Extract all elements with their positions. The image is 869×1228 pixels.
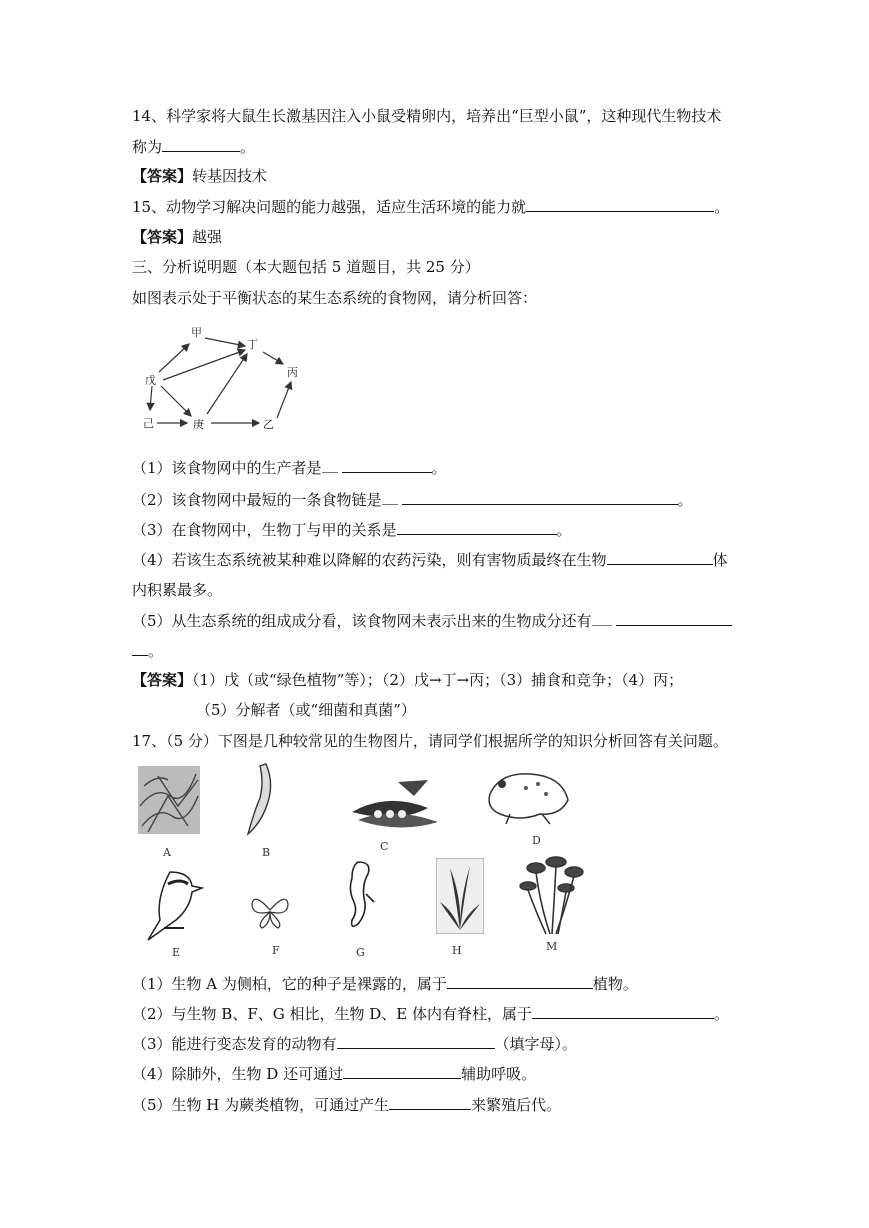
q17-s3-suffix: （填字母）。 bbox=[494, 1035, 578, 1053]
q16-s3-blank bbox=[397, 520, 557, 535]
organism-e-image bbox=[140, 868, 204, 944]
node-ji: 己 bbox=[143, 417, 154, 430]
q17-s1 bbox=[132, 974, 638, 994]
q16-s5-text: （5）从生态系统的组成成分看，该食物网未表示出来的生物成分还有 bbox=[132, 612, 592, 630]
q17-s3 bbox=[132, 1034, 577, 1054]
q16-s2-pre bbox=[382, 490, 398, 505]
q15-end: 。 bbox=[714, 198, 730, 216]
organism-b-image bbox=[242, 762, 282, 838]
label-d: D bbox=[532, 834, 541, 847]
q14-answer bbox=[132, 166, 267, 186]
q16-s3 bbox=[132, 520, 572, 540]
q16-s5-pre bbox=[592, 611, 612, 626]
q16-answer-line2: （5）分解者（或“细菌和真菌”） bbox=[196, 701, 416, 719]
q16-s5-end: 。 bbox=[148, 642, 164, 660]
q16-answer-line1 bbox=[132, 670, 683, 690]
q14-answer-text: 转基因技术 bbox=[192, 167, 268, 185]
q16-s5 bbox=[132, 611, 732, 631]
q14-prefix: 称为 bbox=[132, 138, 163, 156]
food-web-diagram bbox=[135, 322, 315, 438]
organism-m-image bbox=[516, 854, 590, 938]
arrow-yi-bing bbox=[277, 382, 291, 418]
answer-tag: 【答案】 bbox=[132, 671, 193, 689]
q16-s5-cont bbox=[132, 641, 163, 661]
label-g: G bbox=[356, 946, 365, 959]
q16-s5-blank-tail bbox=[132, 641, 148, 656]
q15-blank bbox=[526, 197, 714, 212]
organism-g-image bbox=[338, 858, 378, 934]
label-f: F bbox=[272, 944, 280, 957]
organism-a-image bbox=[138, 766, 200, 834]
q17-s3-blank bbox=[337, 1034, 495, 1049]
q15-answer-text: 越强 bbox=[192, 228, 223, 246]
label-c: C bbox=[380, 840, 389, 853]
q16-answer-text-1: （1）戊（或“绿色植物”等）；（2）戊→丁→丙；（3）捕食和竞争；（4）丙； bbox=[192, 671, 684, 689]
q16-s5-blank bbox=[616, 611, 732, 626]
label-m: M bbox=[546, 940, 558, 953]
answer-tag: 【答案】 bbox=[132, 228, 193, 246]
q16-s3-text: （3）在食物网中，生物丁与甲的关系是 bbox=[132, 521, 397, 539]
q16-s1 bbox=[132, 458, 447, 478]
q17-s1-text: （1）生物 A 为侧柏，它的种子是裸露的，属于 bbox=[132, 975, 447, 993]
organism-c-image bbox=[348, 772, 444, 836]
q15-answer bbox=[132, 227, 222, 247]
q16-s1-end: 。 bbox=[431, 459, 447, 477]
organism-d-image bbox=[480, 764, 574, 828]
organism-figure bbox=[130, 762, 590, 962]
q16-s4-blank bbox=[607, 550, 713, 565]
q17-s5-suffix: 来繁殖后代。 bbox=[471, 1096, 562, 1114]
label-a: A bbox=[163, 846, 171, 859]
q14-line1: 14、科学家将大鼠生长激基因注入小鼠受精卵内，培养出“巨型小鼠”，这种现代生物技术 bbox=[132, 107, 722, 125]
section3-intro: 如图表示处于平衡状态的某生态系统的食物网，请分析回答： bbox=[132, 289, 538, 307]
label-h: H bbox=[452, 944, 462, 957]
q17-s2 bbox=[132, 1004, 729, 1024]
q17-title: 17、（5 分）下图是几种较常见的生物图片，请同学们根据所学的知识分析回答有关问题。 bbox=[132, 732, 728, 750]
q16-s4-cont: 内积累最多。 bbox=[132, 581, 223, 599]
q16-s4-text: （4）若该生态系统被某种难以降解的农药污染，则有害物质最终在生物 bbox=[132, 551, 607, 569]
q16-s2-text: （2）该食物网中最短的一条食物链是 bbox=[132, 491, 382, 509]
q14-line2 bbox=[132, 137, 255, 157]
label-e: E bbox=[172, 946, 181, 959]
node-jia: 甲 bbox=[191, 326, 202, 339]
arrow-wu-ji bbox=[150, 386, 152, 410]
q16-s1-pre bbox=[322, 458, 338, 473]
q17-s1-blank bbox=[447, 974, 593, 989]
q15-text: 15、动物学习解决问题的能力越强，适应生活环境的能力就 bbox=[132, 198, 527, 216]
q16-s1-blank bbox=[342, 458, 432, 473]
q16-s2-end: 。 bbox=[677, 491, 693, 509]
q16-s4 bbox=[132, 550, 728, 570]
q14-end: 。 bbox=[240, 138, 256, 156]
q17-s4-blank bbox=[343, 1064, 461, 1079]
organism-h-image bbox=[436, 858, 484, 934]
arrow-jia-ding bbox=[205, 338, 245, 346]
q17-s4-suffix: 辅助呼吸。 bbox=[461, 1065, 537, 1083]
q16-s4-suffix: 体 bbox=[712, 551, 728, 569]
q16-s2-blank bbox=[402, 490, 678, 505]
q17-s5 bbox=[132, 1095, 561, 1115]
node-wu: 戊 bbox=[145, 374, 156, 387]
node-ding: 丁 bbox=[247, 338, 258, 351]
node-bing: 丙 bbox=[287, 366, 298, 379]
q17-s4-text: （4）除肺外，生物 D 还可通过 bbox=[132, 1065, 344, 1083]
q17-s2-suffix: 。 bbox=[714, 1005, 730, 1023]
q14-blank bbox=[162, 137, 240, 152]
answer-tag: 【答案】 bbox=[132, 167, 193, 185]
arrow-wu-geng bbox=[161, 386, 191, 416]
node-yi: 乙 bbox=[263, 418, 274, 431]
q17-s5-blank bbox=[389, 1095, 471, 1110]
q17-s2-blank bbox=[532, 1004, 714, 1019]
q16-s2 bbox=[132, 490, 693, 510]
section3-title: 三、分析说明题（本大题包括 5 道题目，共 25 分） bbox=[132, 258, 480, 276]
arrow-geng-ding bbox=[207, 354, 247, 414]
node-geng: 庚 bbox=[193, 418, 204, 431]
q17-s2-text: （2）与生物 B、F、G 相比，生物 D、E 体内有脊柱，属于 bbox=[132, 1005, 533, 1023]
q17-s4 bbox=[132, 1064, 536, 1084]
organism-f-image bbox=[250, 890, 290, 930]
label-b: B bbox=[262, 846, 271, 859]
q17-s3-text: （3）能进行变态发育的动物有 bbox=[132, 1035, 337, 1053]
q16-s1-text: （1）该食物网中的生产者是 bbox=[132, 459, 322, 477]
arrow-wu-jia bbox=[159, 344, 189, 372]
q17-s5-text: （5）生物 H 为蕨类植物，可通过产生 bbox=[132, 1096, 390, 1114]
arrow-ding-bing bbox=[263, 352, 283, 364]
q16-s3-end: 。 bbox=[556, 521, 572, 539]
q17-s1-suffix: 植物。 bbox=[592, 975, 638, 993]
q15-line bbox=[132, 197, 729, 217]
